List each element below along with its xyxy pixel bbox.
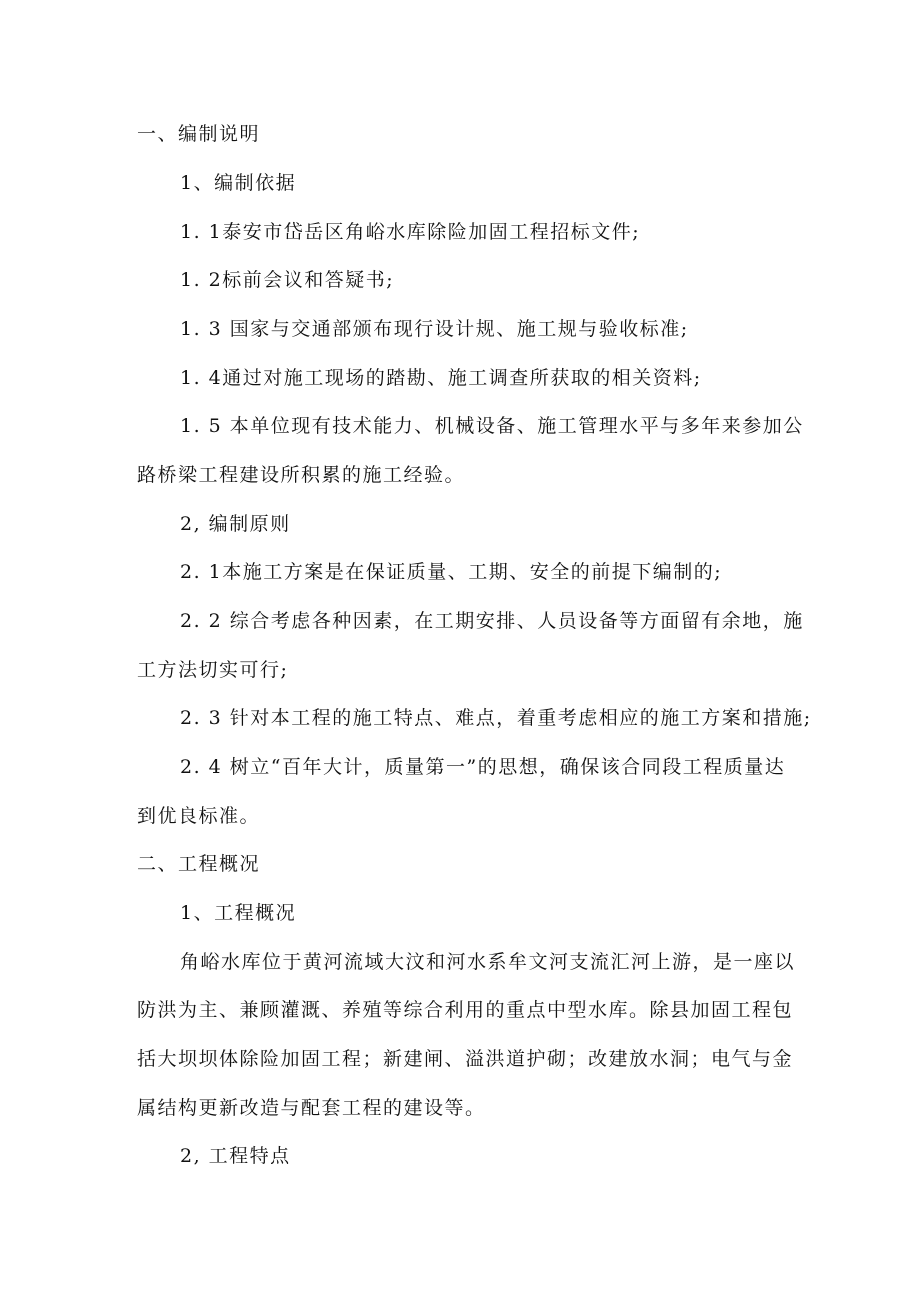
list-item: 1. 5 本单位现有技术能力、机械设备、施工管理水平与多年来参加公 [180,415,804,437]
paragraph-line: 角峪水库位于黄河流域大汶和河水系牟文河支流汇河上游，是一座以 [180,951,796,973]
list-item: 2. 4 树立“百年大计，质量第一”的思想，确保该合同段工程质量达 [180,756,786,778]
list-item-continuation: 工方法切实可行; [137,659,289,681]
list-item-continuation: 到优良标准。 [137,805,261,827]
list-item: 1. 4通过对施工现场的踏勘、施工调查所获取的相关资料; [180,367,702,389]
section-heading-2: 二、工程概况 [137,853,261,875]
subheading-1-1: 1、编制依据 [180,172,297,194]
subheading-2-2: 2, 工程特点 [180,1145,291,1167]
subheading-2-1: 1、工程概况 [180,902,297,924]
paragraph-line: 括大坝坝体除险加固工程；新建闸、溢洪道护砌；改建放水洞；电气与金 [137,1048,794,1070]
section-heading-1: 一、编制说明 [137,123,261,145]
list-item: 2. 1本施工方案是在保证质量、工期、安全的前提下编制的; [180,561,723,583]
list-item: 2. 2 综合考虑各种因素，在工期安排、人员设备等方面留有余地，施 [180,610,804,632]
paragraph-line: 属结构更新改造与配套工程的建设等。 [137,1097,486,1119]
paragraph-line: 防洪为主、兼顾灌溉、养殖等综合利用的重点中型水库。除县加固工程包 [137,999,794,1021]
list-item-continuation: 路桥梁工程建设所积累的施工经验。 [137,464,466,486]
list-item: 1. 2标前会议和答疑书; [180,269,395,291]
list-item: 1. 1泰安市岱岳区角峪水库除险加固工程招标文件; [180,221,641,243]
subheading-1-2: 2, 编制原则 [180,513,291,535]
list-item: 1. 3 国家与交通部颁布现行设计规、施工规与验收标准; [180,318,689,340]
list-item: 2. 3 针对本工程的施工特点、难点，着重考虑相应的施工方案和措施; [180,707,812,729]
